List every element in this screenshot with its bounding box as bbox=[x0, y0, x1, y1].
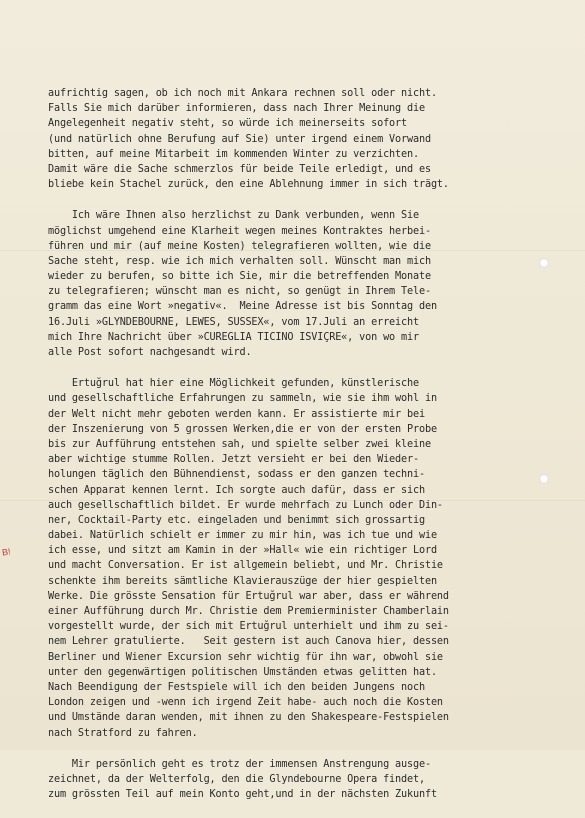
typed-line: zum grössten Teil auf mein Konto geht,und in der nächsten Zukunft bbox=[48, 789, 437, 801]
typed-line: (und natürlich ohne Berufung auf Sie) unter irgend einem Vorwand bbox=[48, 133, 431, 145]
typed-line: schenkte ihm bereits sämtliche Klavierauszüge der hier gespielten bbox=[48, 575, 437, 587]
typed-line: einer Aufführung durch Mr. Christie dem Premierminister Chamberlain bbox=[48, 606, 449, 617]
typed-line: bitten, auf meine Mitarbeit im kommenden Winter zu verzichten. bbox=[48, 148, 419, 160]
typed-line: Angelegenheit negativ steht, so würde ich meinerseits sofort bbox=[48, 118, 408, 130]
typed-line: bliebe kein Stachel zurück, den eine Ablehnung immer in sich trägt. bbox=[48, 179, 449, 191]
typed-line: holungen täglich den Bühnendienst, sodass er den ganzen techni- bbox=[48, 469, 425, 481]
typed-line: gramm das eine Wort »negativ«. Meine Adresse ist bis Sonntag den bbox=[48, 301, 437, 313]
typed-line: und macht Conversation. Er ist allgemein beliebt, und Mr. Christie bbox=[48, 560, 443, 572]
typed-line: Berliner und Wiener Excursion sehr wichtig für ihn war, obwohl sie bbox=[48, 651, 443, 663]
typed-line: Falls Sie mich darüber informieren, dass nach Ihrer Meinung die bbox=[48, 103, 425, 115]
typed-line: Damit wäre die Sache schmerzlos für beide Teile erledigt, und es bbox=[48, 163, 431, 175]
typed-line: zeichnet, da der Welterfolg, den die Glyndebourne Opera findet, bbox=[48, 773, 425, 785]
typed-line: zu telegrafieren; wünscht man es nicht, so genügt in Ihrem Tele- bbox=[48, 286, 431, 298]
typed-line: und Umstände daran wenden, mit ihnen zu den Shakespeare-Festspielen bbox=[48, 712, 449, 724]
letter-paragraph bbox=[48, 757, 568, 803]
typed-line: alle Post sofort nachgesandt wird. bbox=[48, 347, 252, 358]
typed-line: 16.Juli »GLYNDEBOURNE, LEWES, SUSSEX«, vom 17.Juli an erreicht bbox=[48, 316, 419, 328]
typed-line: Mir persönlich geht es trotz der immensen Anstrengung ausge- bbox=[48, 758, 431, 770]
typed-line: auch gesellschaftlich bildet. Er wurde mehrfach zu Lunch oder Din- bbox=[48, 499, 443, 511]
typed-line: und gesellschaftliche Erfahrungen zu sammeln, wie sie ihm wohl in bbox=[48, 393, 437, 405]
typed-line: bis zur Aufführung entstehen sah, und spielte selber zwei kleine bbox=[48, 438, 431, 450]
typed-line: der Inszenierung von 5 grossen Werken,die er von der ersten Probe bbox=[48, 423, 437, 435]
letter-paragraph bbox=[48, 208, 568, 360]
typed-line: wieder zu berufen, so bitte ich Sie, mir die betreffenden Monate bbox=[48, 271, 431, 283]
typed-line: aufrichtig sagen, ob ich noch mit Ankara rechnen soll oder nicht. bbox=[48, 88, 437, 99]
typed-line: Ertuğrul hat hier eine Möglichkeit gefunden, künstlerische bbox=[48, 378, 419, 390]
typed-line: aber wichtige stumme Rollen. Jetzt versieht er bei den Wieder- bbox=[48, 454, 419, 466]
letter-paragraph bbox=[48, 86, 568, 192]
margin-annotation: B! bbox=[1, 546, 12, 558]
typed-line: dabei. Natürlich schielt er immer zu mir hin, was ich tue und wie bbox=[48, 530, 437, 542]
typed-letter-body bbox=[48, 86, 568, 818]
punch-hole bbox=[539, 474, 549, 484]
typed-line: Nach Beendigung der Festspiele will ich den beiden Jungens noch bbox=[48, 681, 425, 693]
punch-hole bbox=[539, 258, 549, 268]
letter-paragraph bbox=[48, 376, 568, 741]
typed-line: Werke. Die grösste Sensation für Ertuğrul war aber, dass er während bbox=[48, 590, 449, 602]
typed-line: vorgestellt wurde, der sich mit Ertuğrul unterhielt und ihm zu sei- bbox=[48, 621, 449, 633]
typed-line: mich Ihre Nachricht über »CUREGLIA TICINO ISVIÇRE«, von wo mir bbox=[48, 331, 419, 343]
typed-line: der Welt nicht mehr geboten werden kann. Er assistierte mir bei bbox=[48, 408, 425, 420]
typed-line: Ich wäre Ihnen also herzlichst zu Dank verbunden, wenn Sie bbox=[48, 210, 419, 222]
typed-line: nach Stratford zu fahren. bbox=[48, 727, 198, 739]
typed-line: führen und mir (auf meine Kosten) telegrafieren wollten, wie die bbox=[48, 240, 431, 252]
typed-line: Sache steht, resp. wie ich mich verhalten soll. Wünscht man mich bbox=[48, 255, 431, 267]
typed-line: schen Apparat kennen lernt. Ich sorgte auch dafür, dass er sich bbox=[48, 484, 425, 496]
typed-line: nem Lehrer gratulierte. Seit gestern ist auch Canova hier, dessen bbox=[48, 636, 449, 648]
typed-line: möglichst umgehend eine Klarheit wegen meines Kontraktes herbei- bbox=[48, 225, 431, 237]
typed-line: London zeigen und -wenn ich irgend Zeit habe- auch noch die Kosten bbox=[48, 697, 443, 709]
typed-line: ner, Cocktail-Party etc. eingeladen und benimmt sich grossartig bbox=[48, 514, 425, 526]
typed-line: ich esse, und sitzt am Kamin in der »Hall« wie ein richtiger Lord bbox=[48, 545, 437, 557]
typed-line: unter den gegenwärtigen politischen Umständen etwas gelitten hat. bbox=[48, 666, 437, 678]
